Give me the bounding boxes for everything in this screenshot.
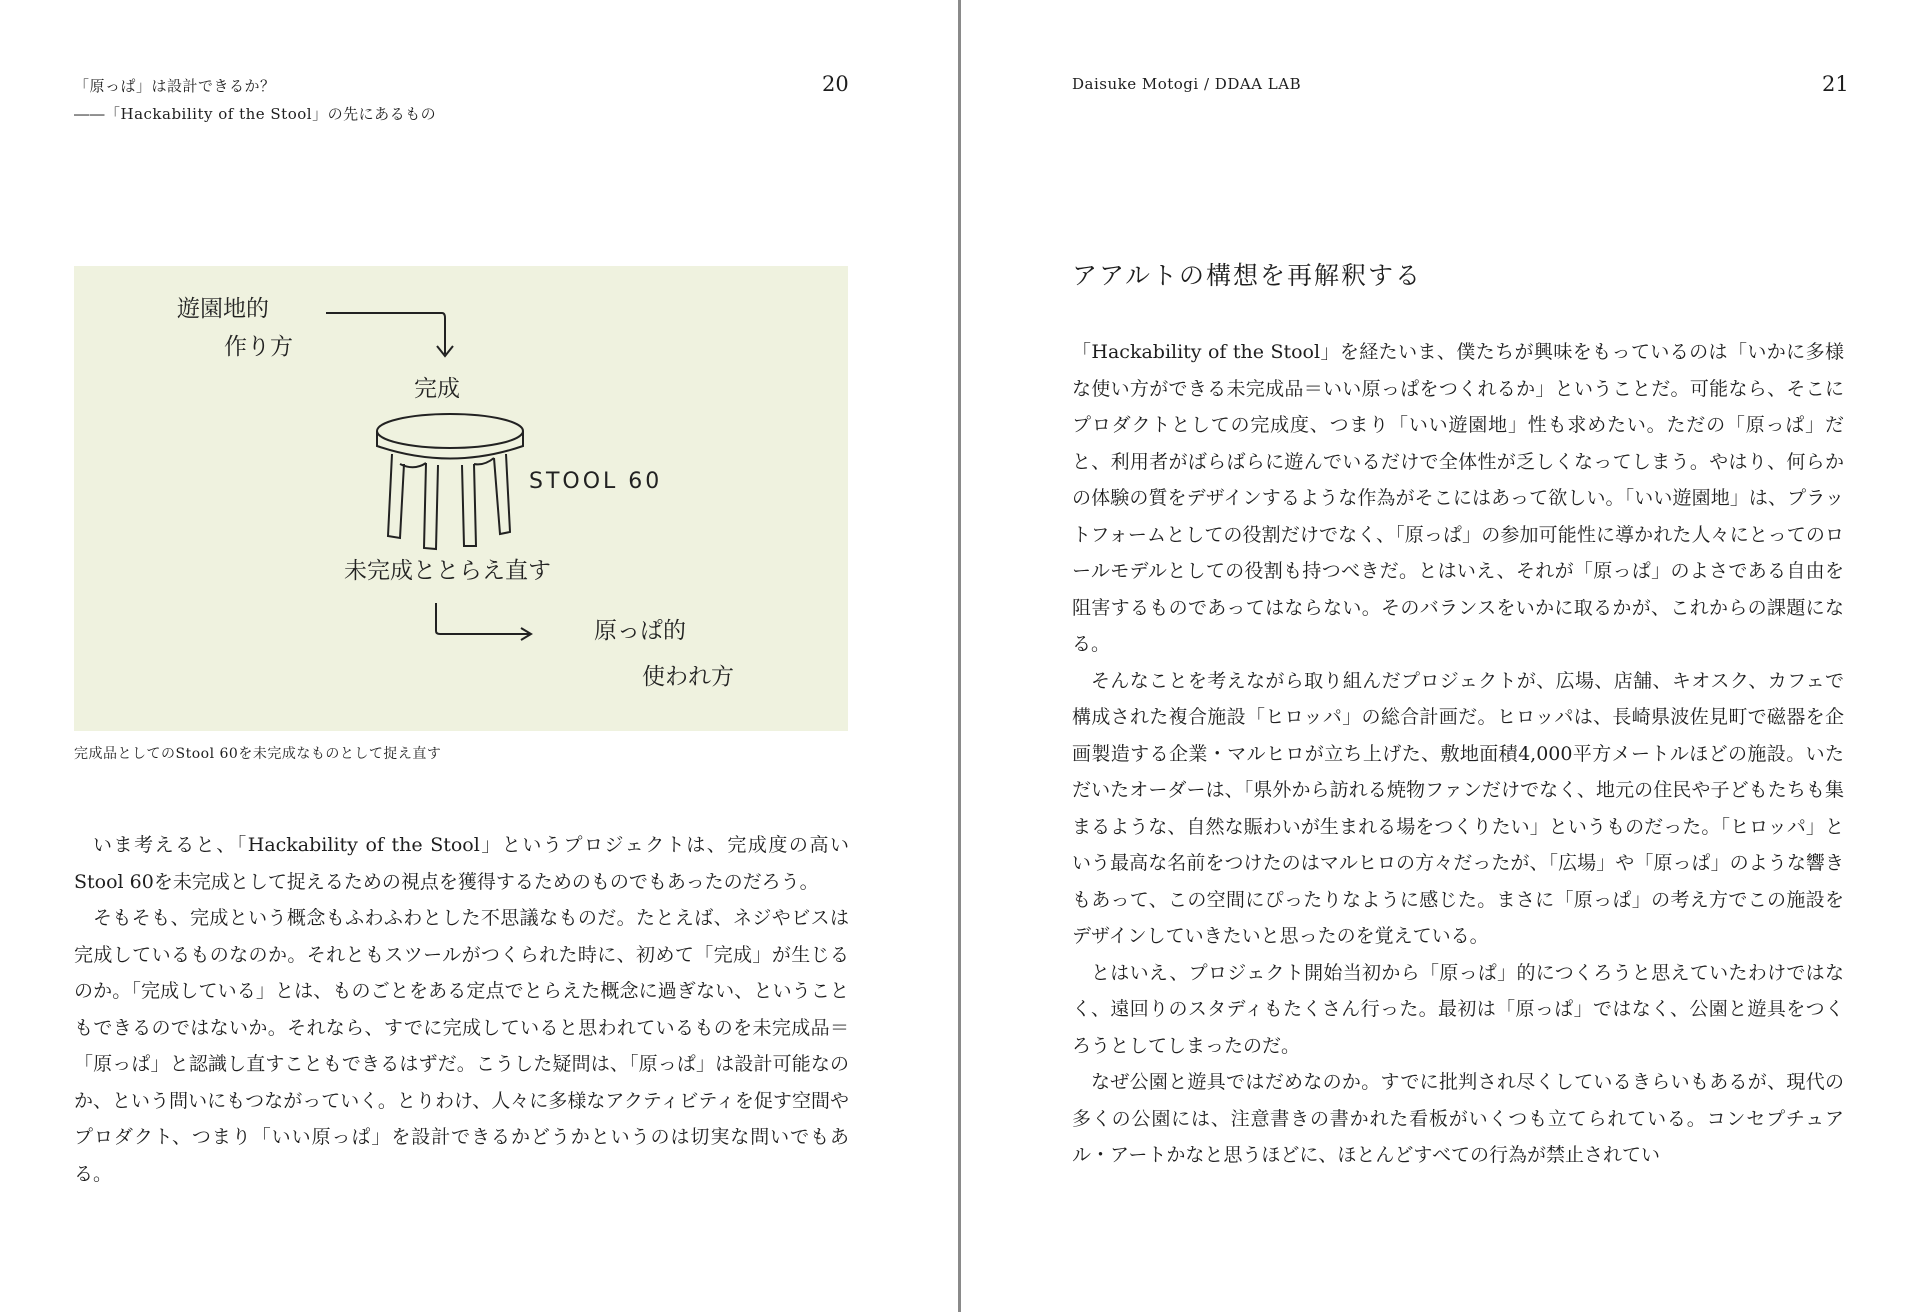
figure-caption: 完成品としてのStool 60を未完成なものとして捉え直す <box>74 746 442 762</box>
stool-sketch <box>74 266 848 731</box>
running-head-title: 「原っぱ」は設計できるか？ <box>74 77 276 95</box>
label-way-of-making: 作り方 <box>224 334 293 360</box>
paragraph: いま考えると、「Hackability of the Stool」というプロジェクトは、完成度の高いStool 60を未完成として捉えるための視点を獲得するためのものでもあったのだろう。 <box>74 834 849 893</box>
label-amusement-park: 遊園地的 <box>177 296 269 322</box>
label-stool-60: STOOL 60 <box>529 469 663 494</box>
paragraph: 「Hackability of the Stool」を経たいま、僕たちが興味をもっているのは「いかに多様な使い方ができる未完成品＝いい原っぱをつくれるか」ということだ。可能なら、そこにプロダクトとしての完成度、つまり「いい遊園地」性も求めたい。ただの「原っぱ」だと、利用者がばらばらに遊んでいるだけで全体性が乏しくなってしまう。やはり、何らかの体験の質をデザインするような作為がそこにはあって欲しい。「いい遊園地」は、プラットフォームとしての役割だけでなく、「原っぱ」の参加可能性に導かれた人々にとってのロールモデルとしての役割も持つべきだ。とはいえ、それが「原っぱ」のよさである自由を阻害するものであってはならない。そのバランスをいかに取るかが、これからの課題になる。 <box>1072 341 1844 655</box>
right-body-text <box>1072 334 1844 1174</box>
paragraph: なぜ公園と遊具ではだめなのか。すでに批判され尽くしているきらいもあるが、現代の多くの公園には、注意書きの書かれた看板がいくつも立てられている。コンセプチュアル・アートかなと思うほどに、ほとんどすべての行為が禁止されてい <box>1072 1071 1844 1166</box>
stool-drawing <box>377 414 523 549</box>
left-page <box>0 0 958 1312</box>
running-head-author: Daisuke Motogi / DDAA LAB <box>1072 75 1302 93</box>
label-reframe: 未完成ととらえ直す <box>344 558 551 584</box>
paragraph: そんなことを考えながら取り組んだプロジェクトが、広場、店舗、キオスク、カフェで構成された複合施設「ヒロッパ」の総合計画だ。ヒロッパは、長崎県波佐見町で磁器を企画製造する企業・マルヒロが立ち上げた、敷地面積4,000平方メートルほどの施設。いただいたオーダーは、「県外から訪れる焼物ファンだけでなく、地元の住民や子どもたちも集まるような、自然な賑わいが生まれる場をつくりたい」というものだった。「ヒロッパ」という最高な名前をつけたのはマルヒロの方々だったが、「広場」や「原っぱ」のような響きもあって、この空間にぴったりなように感じた。まさに「原っぱ」の考え方でこの施設をデザインしていきたいと思ったのを覚えている。 <box>1072 669 1844 947</box>
paragraph: とはいえ、プロジェクト開始当初から「原っぱ」的につくろうと思えていたわけではなく、遠回りのスタディもたくさん行った。最初は「原っぱ」ではなく、公園と遊具をつくろうとしてしまったのだ。 <box>1072 961 1844 1057</box>
label-way-of-use: 使われ方 <box>642 664 734 690</box>
running-head <box>74 72 436 128</box>
label-complete: 完成 <box>414 376 460 402</box>
page-number: 20 <box>822 72 849 96</box>
paragraph: そもそも、完成という概念もふわふわとした不思議なものだ。たとえば、ネジやビスは完成しているものなのか。それともスツールがつくられた時に、初めて「完成」が生じるのか。「完成している」とは、ものごとをある定点でとらえた概念に過ぎない、ということもできるのではないか。それなら、すでに完成していると思われているものを未完成品＝「原っぱ」と認識し直すこともできるはずだ。こうした疑問は、「原っぱ」は設計可能なのか、という問いにもつながっていく。とりわけ、人々に多様なアクティビティを促す空間やプロダクト、つまり「いい原っぱ」を設計できるかどうかというのは切実な問いでもある。 <box>74 907 849 1185</box>
label-field-like: 原っぱ的 <box>594 618 686 644</box>
page-number: 21 <box>1822 72 1849 96</box>
section-heading: アアルトの構想を再解釈する <box>1072 261 1423 290</box>
running-head-subtitle: ――「Hackability of the Stool」の先にあるもの <box>74 105 437 123</box>
sketch-figure <box>74 266 848 731</box>
arrow-to-complete <box>326 313 445 354</box>
arrow-to-field <box>436 603 529 634</box>
left-body-text <box>74 827 849 1192</box>
